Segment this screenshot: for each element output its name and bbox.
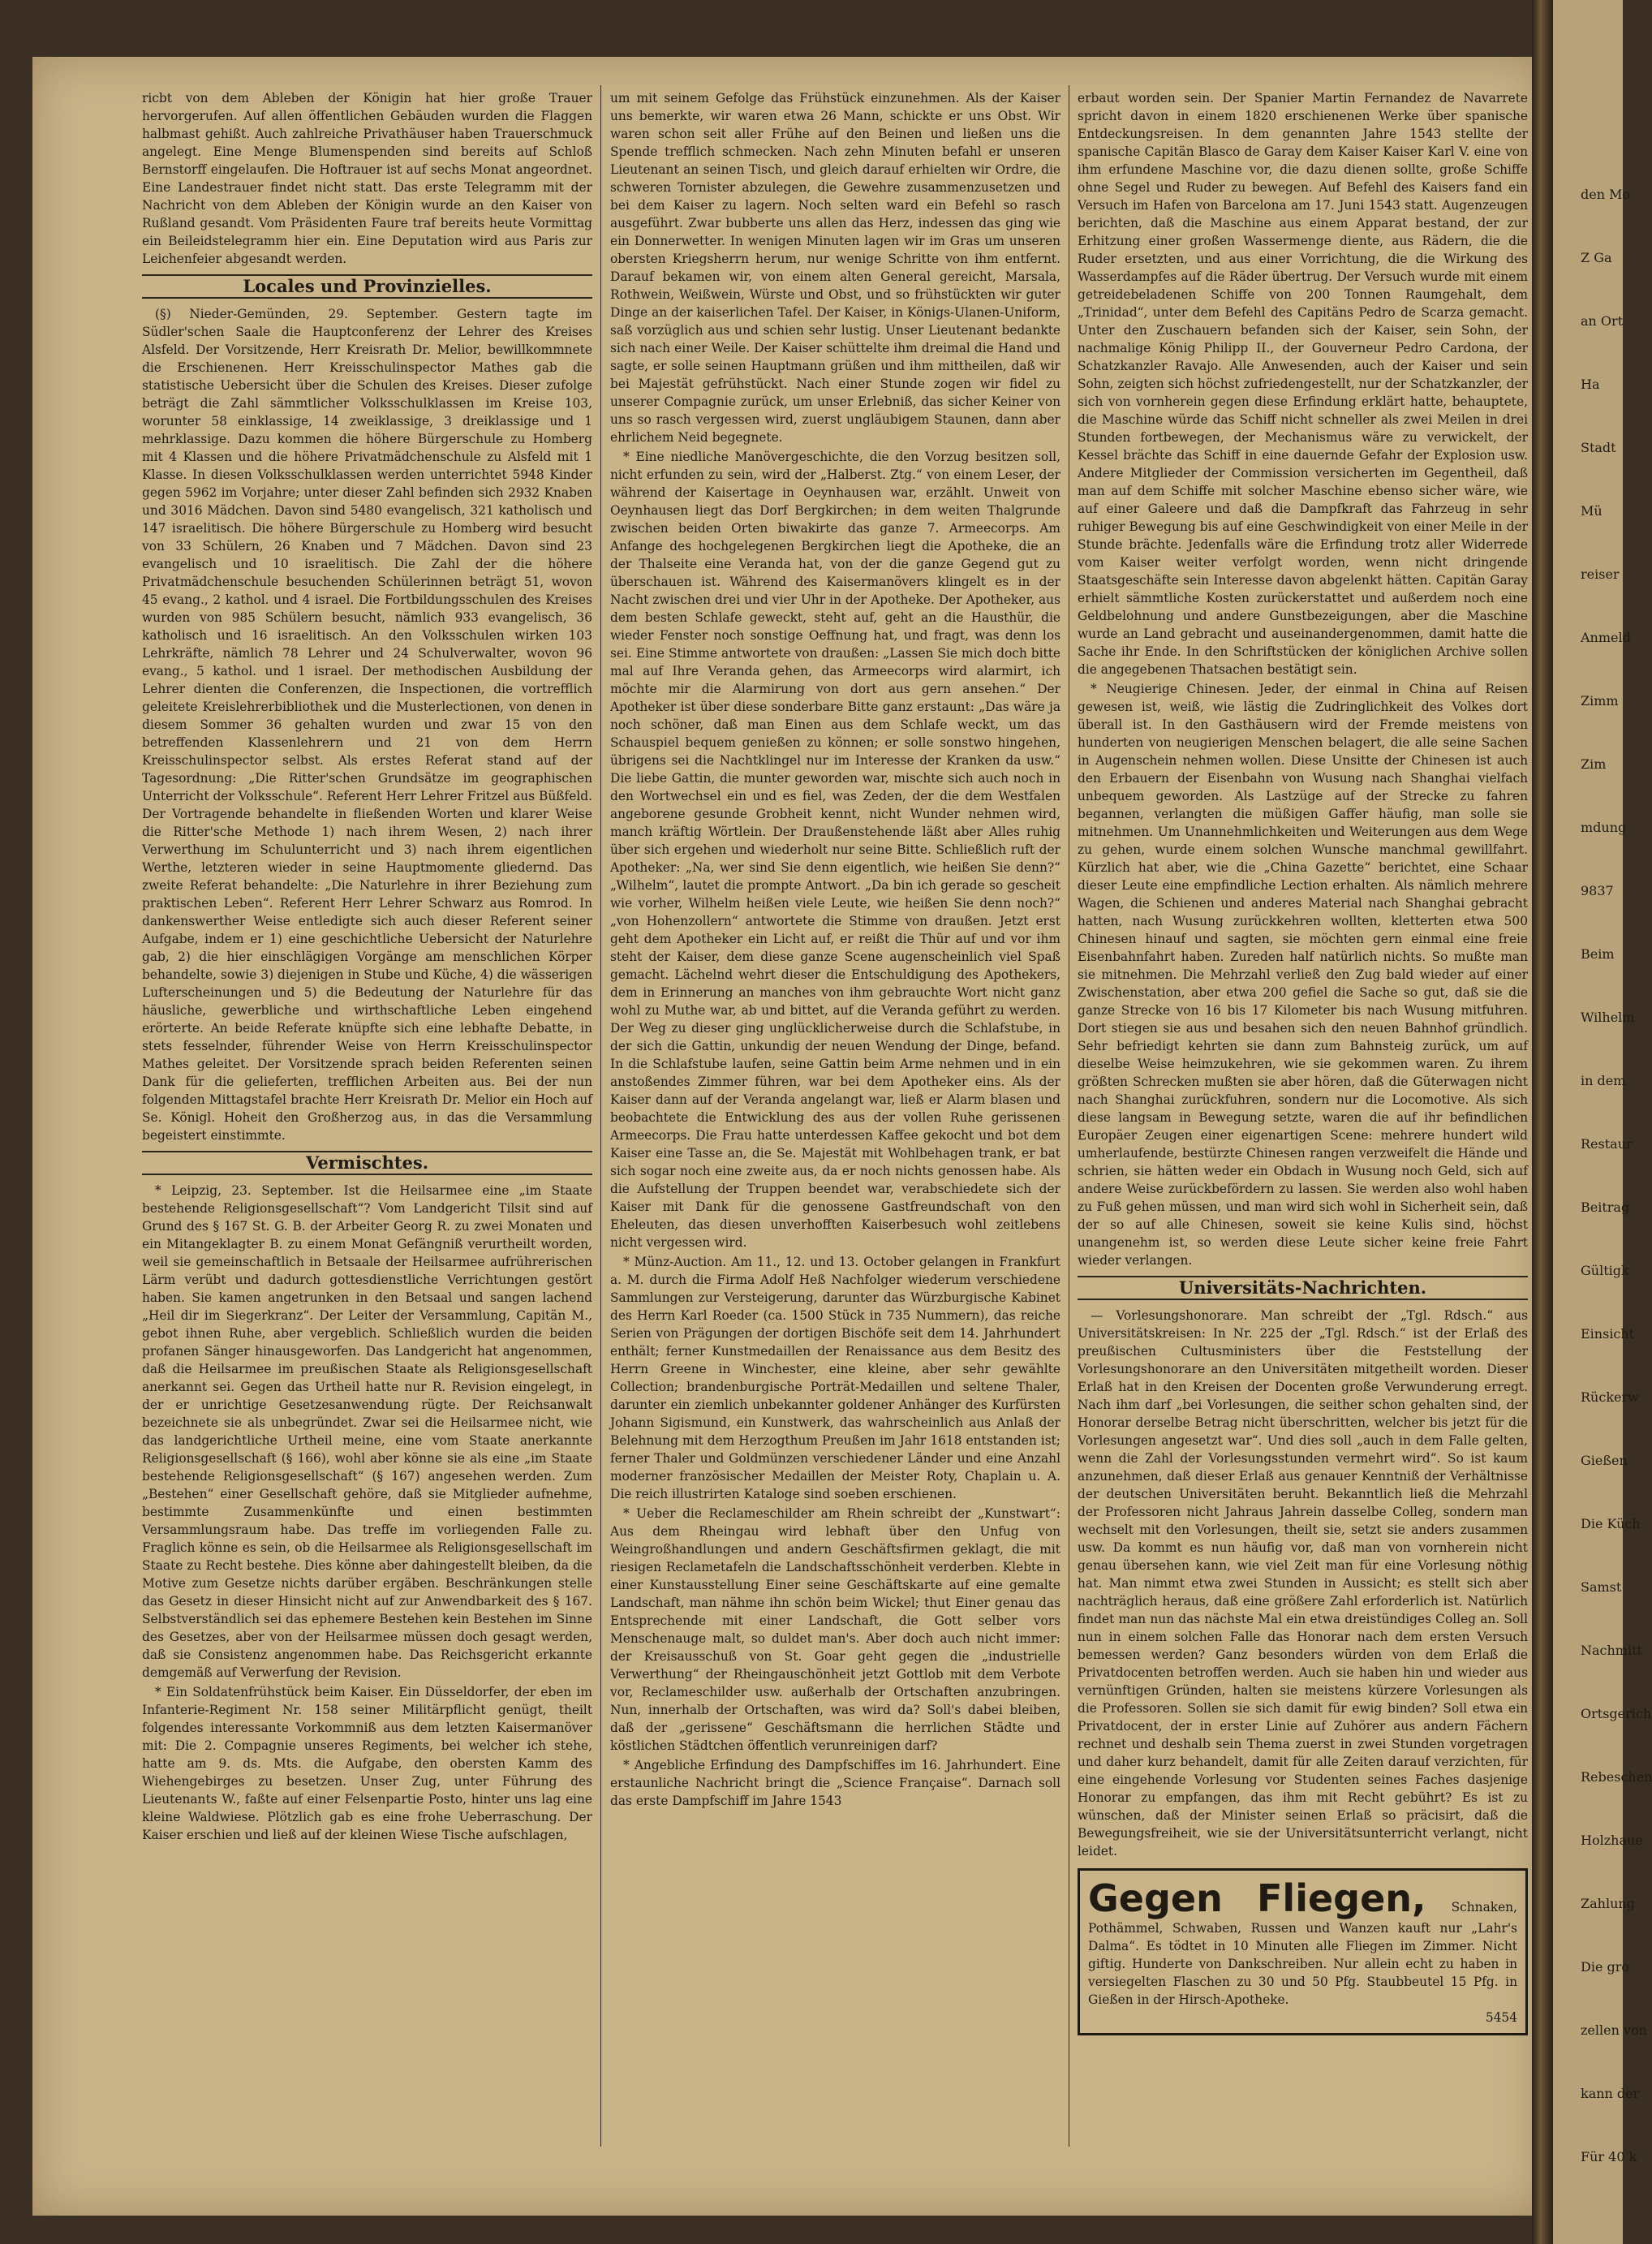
- article-text: — Vorlesungshonorare. Man schreibt der „Tgl. Rdsch.“ aus Universitätskreisen: In Nr. 225 der „Tgl. Rdsch.“ ist der Erlaß des preußischen Cultusministers über die Feststellung der Vorlesungshonorare an den Universitäten mitgetheilt worden. Dieser Erlaß hat in den Kreisen der Docenten große Verwunderung erregt. Nach ihm darf „bei Vorlesungen, die seither schon gehalten sind, der Honorar derselbe Betrag nicht überschritten, welcher bis jetzt für die Vorlesungen angesetzt war“. Und dies soll „auch in dem Falle gelten, wenn die Zahl der Vorlesungsstunden vermehrt wird“. So ist kaum anzunehmen, daß dieser Erlaß aus genauer Kenntniß der Verhältnisse der deutschen Universitäten beruht. Bekanntlich ließ die Mehrzahl der Professoren nicht Jahraus Jahrein dasselbe Colleg, sondern man wechselt mit den Vorlesungen, theilt sie, setzt sie anders zusammen usw. Da kommt es nun häufig vor, daß man von vornherein nicht genau übersehen kann, wie viel Zeit man für eine Vorlesung nöthig hat. Man nimmt etwa zwei Stunden in Aussicht; es stellt sich aber nachträglich heraus, daß eine größere Zahl erforderlich ist. Natürlich findet man nun das nächste Mal ein etwa dreistündiges Colleg an. Soll nun in einem solchen Falle das Honorar nach dem ersten Versuch bemessen werden? Ganz besonders würden von dem Erlaß die Privatdocenten betroffen werden. Auch sie haben hin und wieder aus vernünftigen Gründen, halten sie meistens kürzere Vorlesungen als die Professoren. Sollen sie sich damit für ewig binden? Soll etwa ein Privatdocent, der in erster Linie auf Zuhörer aus andern Fächern rechnet und deshalb sein Thema zuerst in zwei Stunden vorgetragen und daher kurz behandelt, damit für alle Zeiten darauf verzichten, für eine eingehende Vorlesung vor Studenten seines Faches dasjenige Honorar zu empfangen, das ihm mit Recht gebührt? Es ist zu wünschen, daß der Minister seinen Erlaß so präcisirt, daß die Bewegungsfreiheit, wie sie der Universitätsunterricht verlangt, nicht leidet.: [1078, 1308, 1528, 1859]
- section-heading-vermischtes: Vermischtes.: [142, 1151, 592, 1175]
- next-page-fragment: Rückerw: [1581, 1389, 1639, 1405]
- book-spine: [1532, 0, 1553, 2244]
- next-page-fragment: an Ort: [1581, 313, 1624, 329]
- next-page-fragment: kann der: [1581, 2086, 1640, 2101]
- next-page-fragment: Gießen: [1581, 1453, 1628, 1468]
- article-text: * Ueber die Reclameschilder am Rhein schreibt der „Kunstwart“: Aus dem Rheingau wird lebhaft über den Unfug von Weingroßhandlungen und andern Geschäftsfirmen geklagt, die mit riesigen Reclametafeln die Landschaftsschönheit verderben. Klebte in einer Kunstausstellung Einer seine Geschäftskarte auf eine gemalte Landschaft, man nähme ihn schön beim Wickel; thut Einer genau das Entsprechende mit einer Landschaft, die Gott selber vors Menschenauge malt, so duldet man's. Aber doch auch nicht immer: der Kreisausschuß von St. Goar geht gegen die „industrielle Verwerthung“ der Rheingauschönheit jetzt Gottlob mit dem Verbote vor, Reclameschilder usw. außerhalb der Ortschaften anzubringen. Nun, innerhalb der Ortschaften, was wird da? Soll's dabei bleiben, daß der „gerissene“ Geschäftsmann die herrlichen Städte und köstlichen Städtchen öffentlich verunreinigen darf?: [610, 1506, 1060, 1753]
- next-page-fragment: Mü: [1581, 503, 1603, 519]
- article-text: (§) Nieder-Gemünden, 29. September. Gestern tagte im Südler'schen Saale die Hauptconferenz der Lehrer des Kreises Alsfeld. Der Vorsitzende, Herr Kreisrath Dr. Melior, bewillkommnete die Erschienenen. Herr Kreisschulinspector Mathes gab die statistische Uebersicht über die Schulen des Kreises. Dieser zufolge beträgt die Zahl sämmtlicher Volksschulklassen im Kreise 103, worunter 58 einklassige, 14 zweiklassige, 3 dreiklassige und 1 mehrklassige. Dazu kommen die höhere Bürgerschule zu Homberg mit 4 Klassen und die höhere Privatmädchenschule zu Alsfeld mit 1 Klasse. In diesen Volksschulklassen werden unterrichtet 5948 Kinder gegen 5962 im Vorjahre; unter dieser Zahl befinden sich 2932 Knaben und 3016 Mädchen. Davon sind 5480 evangelisch, 321 katholisch und 147 israelitisch. Die höhere Bürgerschule zu Homberg wird besucht von 33 Schülern, 26 Knaben und 7 Mädchen. Davon sind 23 evangelisch und 10 israelitisch. Die Zahl der die höhere Privatmädchenschule besuchenden Schülerinnen beträgt 51, wovon 45 evang., 2 kathol. und 4 israel. Die Fortbildungsschulen des Kreises wurden von 985 Schülern besucht, nämlich 933 evangelisch, 36 katholisch und 16 israelitisch. An den Volksschulen wirken 103 Lehrkräfte, nämlich 78 Lehrer und 24 Schulverwalter, wovon 96 evang., 5 kathol. und 1 israel. Der methodischen Ausbildung der Lehrer dienten die Conferenzen, die Inspectionen, die vortrefflich geleitete Kreislehrerbibliothek und die Musterlectionen, von denen in diesem Sommer 36 gehalten wurden und zwar 15 von den betreffenden Klassenlehrern und 21 von dem Herrn Kreisschulinspector selbst. Als erstes Referat stand auf der Tagesordnung: „Die Ritter'schen Grundsätze im geographischen Unterricht der Volksschule“. Referent Herr Lehrer Fritzel aus Büßfeld. Der Vortragende behandelte in fließenden Worten und klarer Weise die Ritter'sche Methode 1) nach ihrem Wesen, 2) nach ihrer Verwerthung im Schulunterricht und 3) nach ihrem eigentlichen Werthe, letzteren wieder in seine Hauptmomente gliedernd. Das zweite Referat behandelte: „Die Naturlehre in ihrer Beziehung zum praktischen Leben“. Referent Herr Lehrer Schwarz aus Romrod. In dankenswerther Weise entledigte sich auch dieser Referent seiner Aufgabe, indem er 1) eine geschichtliche Uebersicht der Naturlehre gab, 2) die hier einschlägigen Vorgänge am menschlichen Körper behandelte, sowie 3) diejenigen in Stube und Küche, 4) die wässerigen Lufterscheinungen und 5) die Bedeutung der Naturlehre für das häusliche, gewerbliche und wirthschaftliche Leben eingehend erörterte. An beide Referate knüpfte sich eine lebhafte Debatte, in stets fesselnder, führender Weise von Herrn Kreisschulinspector Mathes geleitet. Der Vorsitzende sprach beiden Referenten seinen Dank für die gelieferten, trefflichen Arbeiten aus. Bei der nun folgenden Mittagstafel brachte Herr Kreisrath Dr. Melior ein Hoch auf Se. Königl. Hoheit den Großherzog aus, in das die Versammlung begeistert einstimmte.: [142, 307, 592, 1143]
- next-page-fragment: Ha: [1581, 377, 1600, 392]
- next-page-fragment: Wilhelm: [1581, 1010, 1635, 1025]
- next-page-fragment: Beim: [1581, 946, 1615, 962]
- next-page-fragment: Anmeld: [1581, 630, 1631, 645]
- next-page-fragment: Die gro: [1581, 1959, 1630, 1975]
- advertisement-box: [1078, 1868, 1528, 2035]
- article-text: * Neugierige Chinesen. Jeder, der einmal in China auf Reisen gewesen ist, weiß, wie lästig die Zudringlichkeit des Volkes dort überall ist. In den Gasthäusern wird der Fremde meistens von hunderten von neugierigen Menschen belagert, die alle seine Sachen in Augenschein nehmen wollen. Diese Unsitte der Chinesen ist auch den Erbauern der Eisenbahn von Wusung nach Shanghai vielfach unbequem geworden. Als Lastzüge auf der Strecke zu fahren begannen, verlangten die müßigen Gaffer häufig, man solle sie mitnehmen. Um Unannehmlichkeiten und Weiterungen aus dem Wege zu gehen, wurde einem solchen Wunsche manchmal gewillfahrt. Kürzlich hat aber, wie die „China Gazette“ berichtet, eine Schaar dieser Leute eine empfindliche Lection erhalten. Als nämlich mehrere Wagen, die Schienen und anderes Material nach Shanghai gebracht hatten, nach Wusung zurückkehren wollten, kletterten etwa 500 Chinesen hinauf und sagten, sie möchten gern einmal eine freie Eisenbahnfahrt haben. Zureden half natürlich nichts. So mußte man sie mitnehmen. Die Mehrzahl verließ den Zug bald wieder auf einer Zwischenstation, aber etwa 200 gefiel die Sache so gut, daß sie die ganze Strecke von 16 bis 17 Kilometer bis nach Wusung mitfuhren. Dort stiegen sie aus und besahen sich den neuen Bahnhof gründlich. Sehr befriedigt kehrten sie dann zum Bahnsteig zurück, um auf dieselbe Weise heimzukehren, wie sie gekommen waren. Zu ihrem größten Schrecken mußten sie aber hören, daß die Güterwagen nicht nach Shanghai zurückfuhren, sondern nur die Locomotive. Als sich diese langsam in Bewegung setzte, waren die auf ihr befindlichen Europäer Zeugen einer eigenartigen Scene: mehrere hundert wild umherlaufende, bestürzte Chinesen rangen verzweifelt die Hände und schrien, sie hätten weder ein Obdach in Wusung noch Geld, sich auf andere Weise zurückbefördern zu lassen. Sie werden also wohl haben zu Fuß gehen müssen, und man wird sich wohl in Sicherheit sein, daß der so auf alle Chinesen, soweit sie keine Kulis sind, höchst unangenehm ist, so werden diese Leute sicher keine freie Fahrt wieder verlangen.: [1078, 682, 1528, 1268]
- article-text: * Eine niedliche Manövergeschichte, die den Vorzug besitzen soll, nicht erfunden zu sein, wird der „Halberst. Ztg.“ von einem Leser, der während der Kaisertage in Oeynhausen war, erzählt. Unweit von Oeynhausen liegt das Dorf Bergkirchen; in dem weiten Thalgrunde zwischen beiden Orten biwakirte das ganze 7. Armeecorps. Am Anfange des hochgelegenen Bergkirchen liegt die Apotheke, die an der Thalseite eine Veranda hat, von der die ganze Gegend gut zu überschauen ist. Während des Kaisermanövers klingelt es in der Nacht zwischen drei und vier Uhr in der Apotheke. Der Apotheker, aus dem besten Schlafe geweckt, steht auf, geht an die Hausthür, die wieder Fenster noch sonstige Oeffnung hat, und fragt, was denn los sei. Eine Stimme antwortete von draußen: „Lassen Sie mich doch bitte mal auf Ihre Veranda gehen, das Armeecorps wird alarmirt, ich möchte mir die Alarmirung von dort aus gern ansehen.“ Der Apotheker ist über diese sonderbare Bitte ganz erstaunt: „Das wäre ja noch schöner, daß man Einen aus dem Schlafe weckt, um das Schauspiel bequem genießen zu können; er solle sonstwo hingehen, übrigens sei die Nachtklingel nur im Interesse der Kranken da usw.“ Die liebe Gattin, die munter geworden war, mischte sich auch noch in den Wortwechsel ein und es fiel, was Zeden, der die dem Westfalen angeborene gesunde Grobheit kennt, nicht Wunder nehmen wird, manch kräftig Wörtlein. Der Draußenstehende läßt aber Alles ruhig über sich ergehen und wiederholt nur seine Bitte. Schließlich ruft der Apotheker: „Na, wer sind Sie denn eigentlich, wie heißen Sie denn?“ „Wilhelm“, lautet die prompte Antwort. „Da bin ich gerade so gescheit wie vorher, Wilhelm heißen viele Leute, wie heißen Sie denn noch?“ „von Hohenzollern“ antwortete die Stimme von draußen. Jetzt erst geht dem Apotheker ein Licht auf, er reißt die Thür auf und vor ihm steht der Kaiser, dem diese ganze Scene augenscheinlich viel Spaß gemacht. Lächelnd wehrt dieser die Entschuldigung des Apothekers, dem in Erinnerung an manches von ihm gebrauchte Wort nicht ganz wohl zu Muthe war, ab und bittet, auf die Veranda geführt zu werden. Der Weg zu dieser ging unglücklicherweise durch die Schlafstube, in der sich die Gattin, unkundig der neuen Wendung der Dinge, befand. In die Schlafstube laufen, seine Gattin beim Arme nehmen und in ein anstoßendes Zimmer führen, war bei dem Apotheker eins. Als der Kaiser dann auf der Veranda angelangt war, ließ er Alarm blasen und beobachtete die Entwicklung des aus der vollen Ruhe gerissenen Armeecorps. Die Frau hatte unterdessen Kaffee gekocht und bot dem Kaiser eine Tasse an, die Se. Majestät mit Wohlbehagen trank, er bat sich sogar noch eine zweite aus, da er noch nichts genossen habe. Als die Aufstellung der Truppen beendet war, verabschiedete sich der Kaiser mit Dank für die genossene Gastfreundschaft von den Eheleuten, das diesen unverhofften Kaiserbesuch wohl zeitlebens nicht vergessen wird.: [610, 450, 1060, 1250]
- next-page-fragment: reiser: [1581, 566, 1620, 582]
- article-text: erbaut worden sein. Der Spanier Martin Fernandez de Navarrete spricht davon in einem 1820 erschienenen Werke über spanische Entdeckungsreisen. In dem genannten Jahre 1543 stellte der spanische Capitän Blasco de Garay dem Kaiser Kaiser Karl V. eine von ihm erfundene Maschine vor, die dazu dienen sollte, große Schiffe ohne Segel und Ruder zu bewegen. Auf Befehl des Kaisers fand ein Versuch im Hafen von Barcelona am 17. Juni 1543 statt. Augenzeugen berichten, daß die Maschine aus einem Apparat bestand, der zur Erhitzung einer großen Wassermenge diente, aus Rädern, die die Ruder ersetzten, und aus einer Vorrichtung, die die Wirkung des Wasserdampfes auf die Räder übertrug. Der Versuch wurde mit einem getreidebeladenen Schiffe von 200 Tonnen Raumgehalt, dem „Trinidad“, unter dem Befehl des Capitäns Pedro de Scarza gemacht. Unter den Zuschauern befanden sich der Kaiser, sein Sohn, der nachmalige König Philipp II., der Gouverneur Pedro Cardona, der Schatzkanzler Ravajo. Alle Anwesenden, auch der Kaiser und sein Sohn, zeigten sich höchst zufriedengestellt, nur der Schatzkanzler, der sich von vornherein gegen diese Erfindung erklärt hatte, behauptete, die Maschine würde das Schiff nicht schneller als zwei Meilen in drei Stunden fortbewegen, der Mechanismus wäre zu verwickelt, der Kessel brächte das Schiff in eine dauernde Gefahr der Explosion usw. Andere Mitglieder der Commission versicherten im Gegentheil, daß man auf dem Schiffe mit solcher Maschine ebenso sicher wäre, wie auf einer Galeere und daß die Dampfkraft das Fahrzeug in sehr ruhiger Bewegung bis auf eine Geschwindigkeit von einer Meile in der Stunde brächte. Jedenfalls wäre die Erfindung trotz aller Widerrede vom Kaiser weiter verfolgt worden, wenn nicht dringende Staatsgeschäfte sein Interesse davon abgelenkt hätten. Capitän Garay erhielt sämmtliche Kosten zurückerstattet und außerdem noch eine Geldbelohnung und andere Gunstbezeigungen, aber die Maschine wurde an Land gebracht und auseinandergenommen, damit hatte die Sache ihr Ende. In den Schriftstücken der königlichen Archive sollen die angegebenen Thatsachen bestätigt sein.: [1078, 91, 1528, 677]
- adjacent-page-edge: [1553, 0, 1652, 2244]
- next-page-fragment: 9837: [1581, 883, 1614, 898]
- next-page-fragment: Gültigk: [1581, 1263, 1629, 1278]
- section-heading-universitaet: Universitäts-Nachrichten.: [1078, 1276, 1528, 1300]
- article-text: * Münz-Auction. Am 11., 12. und 13. October gelangen in Frankfurt a. M. durch die Firma Adolf Heß Nachfolger wiederum verschiedene Sammlungen zur Versteigerung, darunter das Würzburgische Kabinet des Herrn Karl Roeder (ca. 1500 Stück in 735 Nummern), das reiche Serien von Prägungen der dortigen Bischöfe seit dem 14. Jahrhundert enthält; ferner Kunstmedaillen der Renaissance aus dem Besitz des Herrn Greene in Winchester, eine kleine, aber sehr gewählte Collection; brandenburgische Porträt-Medaillen und seltene Thaler, darunter ein ziemlich unbekannter goldener Anhänger des Kurfürsten Johann Sigismund, ein Kunstwerk, das wahrscheinlich aus Anlaß der Belehnung mit dem Herzogthum Preußen im Jahr 1618 entstanden ist; ferner Thaler und Goldmünzen verschiedener Länder und eine Anzahl moderner französischer Medaillen der Meister Roty, Chaplain u. A. Die reich illustrirten Kataloge sind soeben erschienen.: [610, 1255, 1060, 1501]
- next-page-fragment: den Mo: [1581, 187, 1631, 202]
- next-page-fragment: Zahlung: [1581, 1896, 1635, 1911]
- next-page-fragment: Für 40 k: [1581, 2149, 1637, 2164]
- column-3: [1078, 89, 1528, 2143]
- next-page-fragment: Stadt: [1581, 440, 1616, 455]
- next-page-fragment: Z Ga: [1581, 250, 1612, 265]
- next-page-fragment: Einsicht: [1581, 1326, 1635, 1342]
- next-page-fragment: Zimm: [1581, 693, 1619, 709]
- article-text: ricbt von dem Ableben der Königin hat hier große Trauer hervorgerufen. Auf allen öffentlichen Gebäuden wurden die Flaggen halbmast gehißt. Auch zahlreiche Privathäuser haben Trauerschmuck angelegt. Eine Menge Blumenspenden sind bereits auf Schloß Bernstorff eingelaufen. Die Hoftrauer ist auf sechs Monat angeordnet. Eine Landestrauer findet nicht statt. Das erste Telegramm mit der Nachricht von dem Ableben der Königin wurde an den Kaiser von Rußland gesandt. Vom Präsidenten Faure traf bereits heute Vormittag ein Beileidstelegramm hier ein. Eine Deputation wird aus Paris zur Leichenfeier abgesandt werden.: [142, 91, 592, 266]
- article-text: um mit seinem Gefolge das Frühstück einzunehmen. Als der Kaiser uns bemerkte, wir waren etwa 26 Mann, schickte er uns Obst. Wir waren schon seit aller Frühe auf den Beinen und ließen uns die Spende trefflich schmecken. Nach zehn Minuten befahl er unseren Lieutenant an seinen Tisch, und gleich darauf erhielten wir Ordre, die schweren Tornister abzulegen, die Gewehre zusammenzusetzen und bei dem Kaiser zu lagern. Noch selten ward ein Befehl so rasch ausgeführt. Zwar bubberte uns allen das Herz, indessen das ging wie ein Donnerwetter. In wenigen Minuten lagen wir im Gras um unseren obersten Kriegsherrn herum, nur wenige Schritte von ihm entfernt. Darauf bekamen wir, von einem alten General gereicht, Marsala, Rothwein, Weißwein, Würste und Obst, und so frühstückten wir guter Dinge an der kaiserlichen Tafel. Der Kaiser, in Königs-Ulanen-Uniform, saß vorzüglich aus und schien sehr lustig. Unser Lieutenant bedankte sich nach einer Weile. Der Kaiser schüttelte ihm dreimal die Hand und sagte, er solle seinen Hauptmann grüßen und ihm mittheilen, daß wir bei Majestät gefrühstückt. Nach einer Stunde zogen wir fidel zu unserer Compagnie zurück, um unser Erlebniß, das sicher Keiner von uns so rasch vergessen wird, zuerst ungläubigem Staunen, dann aber ehrlichem Neid begegnete.: [610, 91, 1060, 445]
- ad-number: 5454: [1485, 2010, 1517, 2025]
- ad-title: Gegen Fliegen,: [1088, 1876, 1426, 1920]
- column-rule-1: [600, 85, 601, 2147]
- next-page-fragment: Die Küch: [1581, 1516, 1641, 1531]
- column-1: [142, 89, 592, 2143]
- article-text: * Ein Soldatenfrühstück beim Kaiser. Ein Düsseldorfer, der eben im Infanterie-Regiment Nr. 158 seiner Militärpflicht genügt, theilt folgendes interessante Vorkommniß aus dem letzten Kaisermanöver mit: Die 2. Compagnie unseres Regiments, bei welcher ich stehe, hatte am 9. ds. Mts. die Aufgabe, den obersten Kamm des Wiehengebirges zu besetzen. Unser Zug, unter Führung des Lieutenants W., faßte auf einer Felsenpartie Posto, hinter uns lag eine kleine Waldwiese. Plötzlich gab es eine frohe Ueberraschung. Der Kaiser erschien und ließ auf der kleinen Wiese Tische aufschlagen,: [142, 1685, 592, 1842]
- next-page-fragment: Samst: [1581, 1579, 1622, 1595]
- article-text: * Angebliche Erfindung des Dampfschiffes im 16. Jahrhundert. Eine erstaunliche Nachricht bringt die „Science Française“. Darnach soll das erste Dampfschiff im Jahre 1543: [610, 1758, 1060, 1808]
- column-2: [610, 89, 1060, 2143]
- article-text: * Leipzig, 23. September. Ist die Heilsarmee eine „im Staate bestehende Religionsgesellschaft“? Vom Landgericht Tilsit sind auf Grund des § 167 St. G. B. der Arbeiter Georg R. zu zwei Monaten und ein Mitangeklagter B. zu einem Monat Gefängniß verurtheilt worden, weil sie gemeinschaftlich in Betsaale der Heilsarmee aufrührerischen Lärm verübt und dadurch gottesdienstliche Verrichtungen gestört haben. Sie kamen angetrunken in den Betsaal und sangen lachend „Heil dir im Siegerkranz“. Der Leiter der Versammlung, Capitän M., gebot ihnen Ruhe, aber vergeblich. Schließlich wurden die beiden profanen Sänger hinausgeworfen. Das Landgericht hat angenommen, daß die Heilsarmee im preußischen Staate als Religionsgesellschaft anerkannt sei. Gegen das Urtheil hatte nur R. Revision eingelegt, in der er unrichtige Gesetzesanwendung rügte. Der Reichsanwalt bezeichnete sie als unbegründet. Zwar sei die Heilsarmee nicht, wie das landgerichtliche Urtheil meine, eine vom Staate anerkannte Religionsgesellschaft (§ 166), wohl aber könne sie als eine „im Staate bestehende Religionsgesellschaft“ (§ 167) angesehen werden. Zum „Bestehen“ einer Gesellschaft gehöre, daß sie Mitglieder aufnehme, bestimmte Zusammenkünfte und einen bestimmten Versammlungsraum habe. Das treffe im vorliegenden Falle zu. Fraglich könne es sein, ob die Heilsarmee als Religionsgesellschaft im Staate zu Recht bestehe. Dies könne aber dahingestellt bleiben, da die Motive zum Gesetze nichts darüber ergäben. Beschränkungen stelle das Gesetz in dieser Hinsicht nicht auf zur Anwendbarkeit des § 167. Selbstverständlich sei das ephemere Bestehen kein Bestehen im Sinne des Gesetzes, aber von der Heilsarmee müssen doch gesagt werden, daß sie Consistenz angenommen habe. Das Reichsgericht erkannte demgemäß auf Verwerfung der Revision.: [142, 1183, 592, 1680]
- next-page-fragment: Beitrag: [1581, 1200, 1630, 1215]
- next-page-fragment: Ortsgerich: [1581, 1706, 1652, 1721]
- next-page-fragment: mdung: [1581, 820, 1627, 835]
- next-page-fragment: Nachmitt: [1581, 1643, 1642, 1658]
- next-page-fragment: in dem: [1581, 1073, 1626, 1088]
- section-heading-locales: Locales und Provinzielles.: [142, 274, 592, 299]
- ad-text: Schnaken, Pothämmel, Schwaben, Russen und Wanzen kauft nur „Lahr's Dalma“. Es tödtet in 10 Minuten alle Fliegen im Zimmer. Nicht giftig. Hunderte von Dankschreiben. Nur allein echt zu haben in versiegelten Flaschen zu 30 und 50 Pfg. Staubbeutel 15 Pfg. in Gießen in der Hirsch-Apotheke.: [1088, 1900, 1517, 2007]
- next-page-fragment: zellen von: [1581, 2022, 1647, 2038]
- next-page-fragment: Zim: [1581, 756, 1607, 772]
- next-page-fragment: Restaur: [1581, 1136, 1633, 1152]
- next-page-fragment: Holzhaue: [1581, 1833, 1643, 1848]
- next-page-fragment: Rebeschen: [1581, 1769, 1652, 1785]
